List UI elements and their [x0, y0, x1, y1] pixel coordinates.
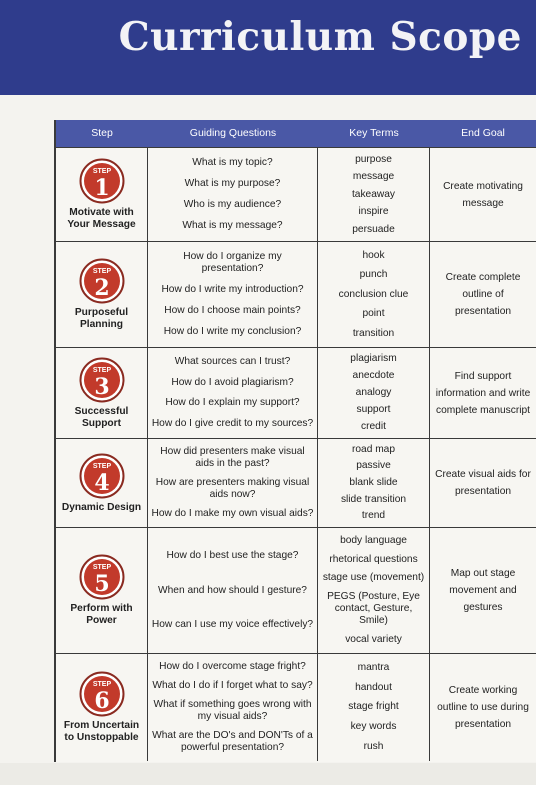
key-term: stage fright — [348, 701, 399, 713]
step-badge-number: 4 — [93, 469, 110, 496]
end-goal-text: Create visual aids for presentation — [435, 469, 531, 497]
guiding-questions-cell — [148, 348, 318, 438]
key-term: plagiarism — [350, 353, 397, 364]
step-name: Perform with Power — [70, 603, 133, 626]
table-row — [56, 241, 536, 347]
key-term: stage use (movement) — [322, 572, 425, 584]
guiding-question: How do I choose main points? — [164, 305, 301, 316]
key-terms-cell — [318, 528, 430, 653]
guiding-question: How do I write my introduction? — [161, 284, 304, 295]
step-cell — [56, 348, 148, 438]
step-badge-icon — [79, 554, 125, 600]
end-goal-cell — [430, 348, 536, 438]
guiding-question: What sources can I trust? — [174, 356, 291, 368]
guiding-question: How do I give credit to my sources? — [151, 417, 314, 429]
step-badge-icon — [79, 671, 125, 717]
column-header-step: Step — [91, 127, 113, 139]
guiding-question: What do I do if I forget what to say? — [152, 680, 313, 691]
guiding-question: What is my message? — [182, 220, 283, 231]
step-name: Successful Support — [74, 405, 129, 429]
key-term: rush — [363, 741, 384, 753]
step-badge-label: STEP — [92, 268, 111, 275]
key-term: trend — [361, 510, 386, 522]
guiding-questions-cell — [148, 654, 318, 761]
column-header-guiding-questions: Guiding Questions — [189, 127, 277, 139]
step-badge-number: 6 — [93, 688, 110, 714]
key-term: road map — [351, 443, 396, 455]
table-row — [56, 438, 536, 527]
table-row — [56, 527, 536, 653]
step-badge-icon — [79, 357, 125, 403]
page-bottom-edge — [0, 763, 536, 785]
step-name: Motivate with Your Message — [67, 207, 136, 230]
end-goal-cell — [430, 242, 536, 347]
guiding-question: How do I avoid plagiarism? — [171, 376, 294, 388]
key-term: transition — [352, 327, 395, 339]
step-name: Purposeful Planning — [74, 307, 129, 330]
key-term: rhetorical questions — [329, 553, 418, 565]
end-goal-text: Find support information and write complete manuscript — [435, 370, 531, 416]
key-term: punch — [359, 269, 388, 280]
key-term: body language — [340, 534, 407, 546]
guiding-question: What is my topic? — [192, 157, 273, 168]
guiding-question: What are the DO's and DON'Ts of a powerful presentation? — [152, 730, 313, 753]
curriculum-table — [54, 120, 536, 762]
step-badge-icon — [79, 158, 125, 204]
key-term: point — [362, 308, 385, 319]
step-badge-label: STEP — [92, 564, 111, 571]
key-term: purpose — [355, 153, 392, 165]
end-goal-cell — [430, 654, 536, 761]
end-goal-text: Create working outline to use during presentation — [437, 685, 529, 730]
key-term: inspire — [358, 206, 389, 217]
guiding-question: Who is my audience? — [183, 199, 282, 210]
end-goal-text: Map out stage movement and gestures — [449, 568, 517, 613]
step-cell — [56, 148, 148, 241]
guiding-questions-cell — [148, 148, 318, 241]
key-term: conclusion clue — [338, 288, 409, 300]
table-row — [56, 653, 536, 761]
step-cell — [56, 242, 148, 347]
column-header-end-goal: End Goal — [461, 127, 505, 139]
key-terms-cell — [318, 242, 430, 347]
step-badge-number: 1 — [93, 175, 110, 201]
table-row — [56, 347, 536, 438]
key-term: mantra — [357, 661, 390, 673]
key-terms-cell — [318, 148, 430, 241]
table-row — [56, 147, 536, 241]
guiding-questions-cell — [148, 242, 318, 347]
page-title: Curriculum Scope — [118, 14, 522, 60]
step-badge-icon — [79, 258, 125, 304]
guiding-question: How do I overcome stage fright? — [159, 661, 306, 672]
step-cell — [56, 528, 148, 653]
guiding-questions-cell — [148, 528, 318, 653]
key-terms-cell — [318, 654, 430, 761]
key-term: analogy — [355, 387, 392, 398]
guiding-questions-cell — [148, 439, 318, 527]
step-badge-label: STEP — [92, 462, 111, 470]
guiding-question: How do I best use the stage? — [166, 550, 299, 562]
key-terms-cell — [318, 348, 430, 438]
step-badge-icon — [79, 453, 125, 499]
guiding-question: How can I use my voice effectively? — [151, 618, 314, 630]
key-terms-cell — [318, 439, 430, 527]
guiding-question: How do I explain my support? — [165, 397, 300, 409]
guiding-question: How do I organize my presentation? — [183, 251, 282, 274]
guiding-question: What if something goes wrong with my visual aids? — [153, 699, 312, 722]
key-term: vocal variety — [345, 634, 402, 646]
key-term: passive — [356, 460, 391, 472]
key-term: credit — [361, 421, 386, 432]
step-name: Dynamic Design — [61, 501, 142, 513]
guiding-question: How did presenters make visual aids in the past? — [160, 446, 305, 469]
step-badge-label: STEP — [92, 168, 111, 175]
title-banner — [0, 0, 536, 95]
key-term: takeaway — [351, 188, 396, 200]
key-term: PEGS (Posture, Eye contact, Gesture, Smile) — [327, 591, 420, 627]
key-term: persuade — [352, 223, 395, 235]
step-badge-label: STEP — [92, 366, 111, 374]
key-term: support — [356, 404, 391, 415]
guiding-question: How do I make my own visual aids? — [151, 508, 314, 519]
step-cell — [56, 654, 148, 761]
key-term: hook — [362, 249, 385, 261]
key-term: handout — [355, 681, 392, 693]
key-term: slide transition — [340, 493, 407, 505]
guiding-question: When and how should I gesture? — [158, 584, 307, 596]
step-name: From Uncertain to Unstoppable — [63, 720, 140, 743]
step-cell — [56, 439, 148, 527]
key-term: message — [352, 171, 395, 182]
key-term: blank slide — [349, 476, 398, 488]
step-badge-number: 5 — [93, 571, 110, 597]
end-goal-cell — [430, 148, 536, 241]
table-header — [56, 120, 536, 147]
guiding-question: How do I write my conclusion? — [163, 326, 302, 337]
step-badge-number: 3 — [93, 373, 110, 400]
end-goal-cell — [430, 528, 536, 653]
guiding-question: How are presenters making visual aids now? — [155, 477, 310, 500]
key-term: anecdote — [352, 370, 395, 381]
end-goal-text: Create complete outline of presentation — [445, 272, 521, 317]
end-goal-cell — [430, 439, 536, 527]
guiding-question: What is my purpose? — [184, 178, 281, 189]
key-term: key words — [350, 721, 397, 733]
step-badge-label: STEP — [92, 681, 111, 688]
end-goal-text: Create motivating message — [443, 180, 523, 209]
column-header-key-terms: Key Terms — [349, 127, 399, 139]
step-badge-number: 2 — [93, 275, 110, 301]
